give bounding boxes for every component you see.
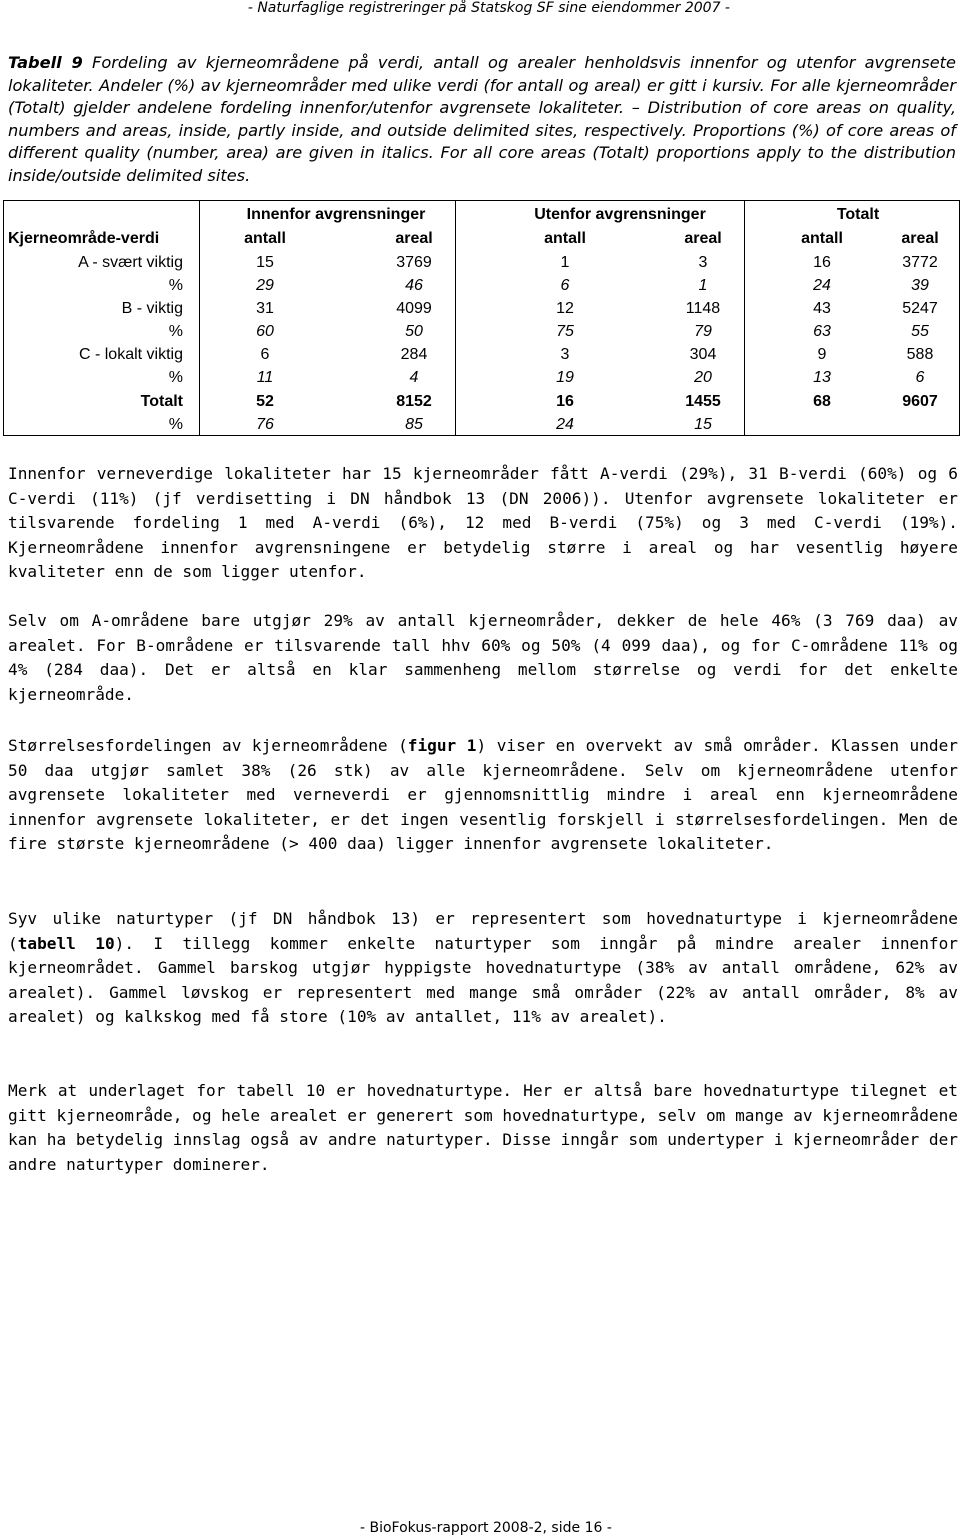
table-cell: 19 bbox=[556, 369, 574, 386]
row-label: A - svært viktig bbox=[78, 254, 183, 271]
table-cell: 6 bbox=[260, 346, 270, 363]
table-cell: 15 bbox=[694, 416, 712, 433]
table-cell: 24 bbox=[813, 277, 831, 294]
table-cell: 55 bbox=[911, 323, 929, 340]
table-caption bbox=[8, 52, 956, 187]
column-header: areal bbox=[395, 230, 433, 247]
table-cell: 11 bbox=[256, 369, 274, 386]
table-cell: 6 bbox=[915, 369, 925, 386]
table-cell: 52 bbox=[256, 393, 274, 410]
table-cell: 4 bbox=[409, 369, 419, 386]
column-header: areal bbox=[901, 230, 939, 247]
group-header: Utenfor avgrensninger bbox=[534, 206, 706, 223]
caption-english: – Distribution of core areas on quality, numbers and areas, inside, partly inside, and outside delimited sites, respectively. Proportions (%) of core areas of different quality (number, area) are given in italics. For all core areas (Totalt) proportions apply to the distribution inside/outside delimited sites. bbox=[8, 98, 956, 185]
figure-reference: figur 1 bbox=[407, 736, 477, 755]
row-label: C - lokalt viktig bbox=[78, 346, 183, 363]
paragraph-5: Merk at underlaget for tabell 10 er hovednaturtype. Her er altså bare hovednaturtype tilegnet et gitt kjerneområde, og hele arealet er generert som hovednaturtype, selv om mange av kjerneområdene kan ha betydelig innslag også av andre naturtyper. Disse inngår som undertyper i kjerneområder der andre naturtyper dominerer. bbox=[8, 1081, 958, 1174]
table-cell: 9 bbox=[817, 346, 827, 363]
table-cell: 4099 bbox=[396, 300, 432, 317]
table-cell: 284 bbox=[400, 346, 428, 363]
row-label: % bbox=[168, 277, 183, 294]
paragraph-3-start: Størrelsesfordelingen av kjerneområdene ( bbox=[8, 736, 408, 755]
column-header: antall bbox=[544, 230, 586, 247]
table-cell: 8152 bbox=[396, 393, 432, 410]
table-cell: 50 bbox=[405, 323, 423, 340]
table-cell: 16 bbox=[556, 393, 574, 410]
paragraph-4-start: Syv ulike naturtyper (jf DN håndbok 13) er representert som hovednaturtype i kjerneområdene ( bbox=[8, 909, 958, 953]
caption-label: Tabell 9 bbox=[8, 53, 83, 72]
table-cell: 1 bbox=[698, 277, 708, 294]
table-cell: 85 bbox=[405, 416, 423, 433]
table-cell: 46 bbox=[405, 277, 423, 294]
table-reference: tabell 10 bbox=[17, 933, 115, 953]
table-cell: 3 bbox=[560, 346, 570, 363]
table-cell: 20 bbox=[694, 369, 712, 386]
table-cell: 68 bbox=[813, 393, 831, 410]
column-header: areal bbox=[684, 230, 722, 247]
table-cell: 60 bbox=[256, 323, 274, 340]
table-cell: 31 bbox=[256, 300, 274, 317]
table-cell: 63 bbox=[813, 323, 831, 340]
table-cell: 9607 bbox=[902, 393, 938, 410]
table-cell: 1148 bbox=[685, 300, 721, 317]
table-cell: 3772 bbox=[902, 254, 938, 271]
paragraph-4 bbox=[8, 907, 958, 1030]
table-cell: 304 bbox=[689, 346, 717, 363]
paragraph-4-end: ). I tillegg kommer enkelte naturtyper som inngår på mindre arealer innenfor kjerneområdet. Gammel barskog utgjør hyppigste hovednaturtype (38% av antall områdene, 62% av arealet). Gammel løvskog er representert med mange små områder (22% av antall områder, 8% av arealet) og kalkskog med få store (10% av antallet, 11% av arealet). bbox=[8, 933, 958, 1026]
table-cell: 76 bbox=[256, 416, 274, 433]
table-cell: 3769 bbox=[396, 254, 432, 271]
column-header: antall bbox=[801, 230, 843, 247]
running-footer: - BioFokus-rapport 2008-2, side 16 - bbox=[360, 1520, 612, 1536]
row-label: % bbox=[168, 416, 183, 433]
table-cell: 16 bbox=[813, 254, 831, 271]
row-label: Totalt bbox=[140, 393, 183, 410]
table-cell: 15 bbox=[256, 254, 274, 271]
table-cell: 5247 bbox=[902, 300, 938, 317]
paragraph-3-end: ) viser en overvekt av små områder. Klassen under 50 daa utgjør samlet 38% (26 stk) av alle kjerneområdene. Selv om kjerneområdene utenfor avgrensete lokaliteter med verneverdi er gjennomsnittlig mindre i areal enn kjerneområdene innenfor avgrensete lokaliteter, er det ingen vesentlig forskjell i størrelsesfordelingen. Men de fire største kjerneområdene (> 400 daa) ligger innenfor avgrensete lokaliteter. bbox=[8, 736, 958, 853]
row-label: % bbox=[168, 323, 183, 340]
table-cell: 588 bbox=[906, 346, 934, 363]
row-label: B - viktig bbox=[121, 300, 183, 317]
table-cell: 13 bbox=[813, 369, 831, 386]
table-cell: 39 bbox=[911, 277, 929, 294]
group-header: Totalt bbox=[836, 206, 880, 223]
group-header: Innenfor avgrensninger bbox=[246, 206, 426, 223]
table-cell: 75 bbox=[556, 323, 574, 340]
table-cell: 1455 bbox=[685, 393, 721, 410]
table-cell: 24 bbox=[556, 416, 574, 433]
row-header: Kjerneområde-verdi bbox=[8, 230, 160, 247]
paragraph-1: Innenfor verneverdige lokaliteter har 15 kjerneområder fått A-verdi (29%), 31 B-verdi (60%) og 6 C-verdi (11%) (jf verdisetting i DN håndbok 13 (DN 2006)). Utenfor avgrensete lokaliteter er tilsvarende fordeling 1 med A-verdi (6%), 12 med B-verdi (75%) og 3 med C-verdi (19%). Kjerneområdene innenfor avgrensningene er betydelig større i areal og har vesentlig høyere kvaliteter enn de som ligger utenfor. bbox=[8, 464, 958, 581]
row-label: % bbox=[168, 369, 183, 386]
paragraph-2: Selv om A-områdene bare utgjør 29% av antall kjerneområder, dekker de hele 46% (3 769 daa) av arealet. For B-områdene er tilsvarende tall hhv 60% og 50% (4 099 daa), og for C-områdene 11% og 4% (284 daa). Det er altså en klar sammenheng mellom størrelse og verdi for det enkelte kjerneområde. bbox=[8, 611, 958, 704]
paragraph-3 bbox=[8, 734, 958, 857]
table-cell: 29 bbox=[256, 277, 274, 294]
table-cell: 79 bbox=[694, 323, 712, 340]
table-cell: 6 bbox=[560, 277, 570, 294]
table-cell: 3 bbox=[698, 254, 708, 271]
table-cell: 12 bbox=[556, 300, 574, 317]
table-cell: 43 bbox=[813, 300, 831, 317]
table-cell: 1 bbox=[560, 254, 570, 271]
caption-norwegian: Fordeling av kjerneområdene på verdi, antall og arealer henholdsvis innenfor og utenfor avgrensete lokaliteter. Andeler (%) av kjerneområder med ulike verdi (for antall og areal) er gitt i kursiv. For alle kjerneområder (Totalt) gjelder andelene fordeling innenfor/utenfor avgrensete lokaliteter. bbox=[8, 53, 956, 117]
running-header: - Naturfaglige registreringer på Statskog SF sine eiendommer 2007 - bbox=[247, 0, 730, 16]
column-header: antall bbox=[244, 230, 286, 247]
